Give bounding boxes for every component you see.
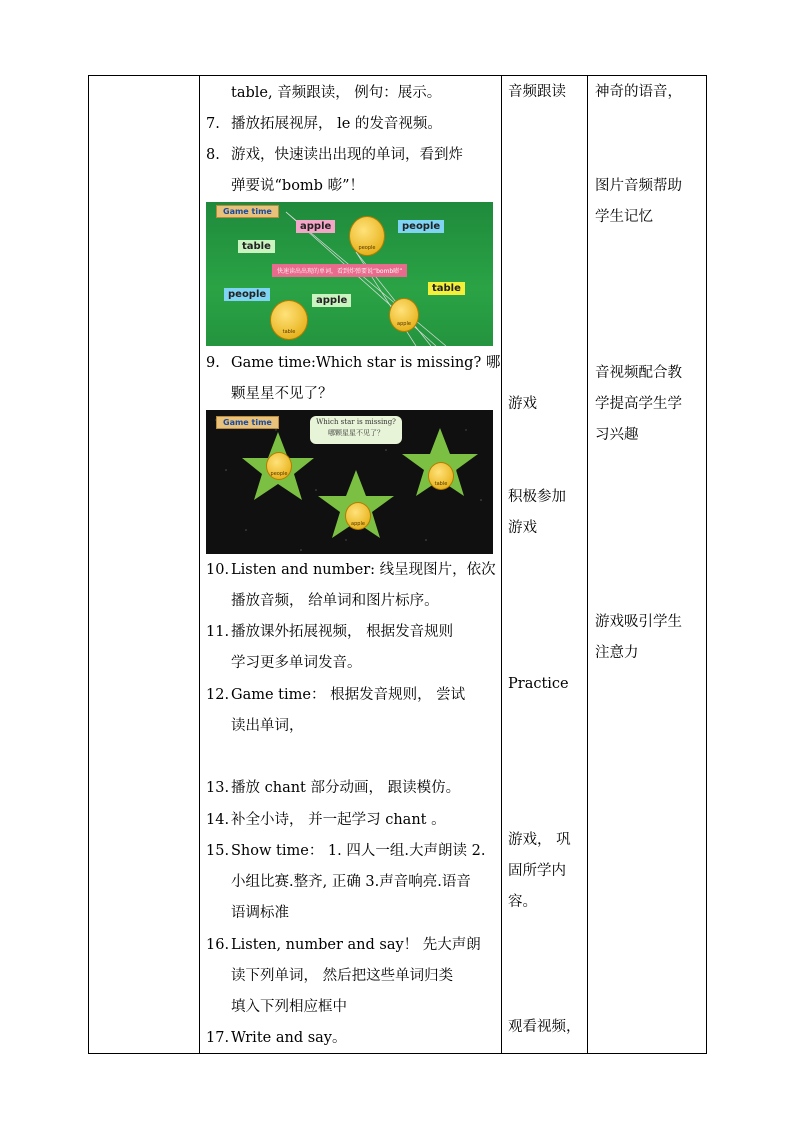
procedure-line: 读下列单词， 然后把这些单词归类: [231, 968, 454, 984]
step-number: 14.: [206, 812, 230, 828]
procedure-line: 播放拓展视屏， le 的发音视频。: [231, 116, 442, 132]
procedure-line: 补全小诗， 并一起学习 chant 。: [231, 812, 446, 828]
instruction-banner: 快速读出出现的单词，看到炸弹要说“bomb嘭”: [272, 264, 407, 277]
step-number: 7.: [206, 116, 220, 132]
activity-text: 积极参加: [508, 489, 566, 505]
activity-text: 游戏: [508, 520, 537, 536]
procedure-line: 播放课外拓展视频， 根据发音规则: [231, 624, 454, 640]
procedure-line: 播放 chant 部分动画， 跟读模仿。: [231, 780, 461, 796]
word-card: apple: [312, 294, 351, 307]
column-divider: [199, 76, 200, 1053]
step-number: 11.: [206, 624, 230, 640]
procedure-line: table, 音频跟读， 例句：展示。: [231, 85, 442, 101]
intent-text: 音视频配合教: [595, 365, 682, 381]
star-slide-image: [206, 410, 493, 554]
intent-text: 游戏吸引学生: [595, 614, 682, 630]
question-text-cn: 哪颗星星不见了？: [328, 429, 384, 437]
step-number: 10.: [206, 562, 230, 578]
activity-text: 容。: [508, 894, 537, 910]
activity-text: 观看视频，: [508, 1019, 581, 1035]
procedure-line: Listen, number and say！ 先大声朗: [231, 937, 481, 953]
word-card: apple: [296, 220, 335, 233]
intent-text: 学生记忆: [595, 209, 653, 225]
medal-icon: table: [428, 462, 454, 490]
step-number: 13.: [206, 780, 230, 796]
procedure-line: 颗星星不见了？: [231, 386, 333, 402]
intent-text: 注意力: [595, 645, 639, 661]
procedure-line: 填入下列相应框中: [231, 999, 347, 1015]
medal-icon: apple: [345, 502, 371, 530]
medal-icon: people: [349, 216, 385, 256]
activity-text: 固所学内: [508, 863, 566, 879]
procedure-line: 语调标准: [231, 905, 289, 921]
game-slide-image: [206, 202, 493, 346]
procedure-line: Show time： 1. 四人一组.大声朗读 2.: [231, 843, 486, 859]
procedure-line: Write and say。: [231, 1030, 347, 1046]
step-number: 8.: [206, 147, 220, 163]
step-number: 12.: [206, 687, 230, 703]
procedure-line: Listen and number: 线呈现图片，依次: [231, 562, 496, 578]
question-text: Which star is missing?: [316, 418, 396, 426]
activity-text: Practice: [508, 676, 569, 692]
procedure-line: 学习更多单词发音。: [231, 655, 362, 671]
activity-text: 游戏: [508, 396, 537, 412]
procedure-line: Game time： 根据发音规则， 尝试: [231, 687, 466, 703]
medal-icon: apple: [389, 298, 419, 332]
intent-text: 学提高学生学: [595, 396, 682, 412]
column-divider: [587, 76, 588, 1053]
procedure-line: 弹要说“bomb 嘭”！: [231, 178, 364, 194]
word-card: people: [398, 220, 444, 233]
procedure-line: 播放音频， 给单词和图片标序。: [231, 593, 439, 609]
medal-icon: people: [266, 452, 292, 480]
game-time-tag: Game time: [216, 416, 279, 429]
word-card: table: [238, 240, 275, 253]
intent-text: 图片音频帮助: [595, 178, 682, 194]
procedure-line: 小组比赛.整齐, 正确 3.声音响亮.语音: [231, 874, 471, 890]
procedure-line: Game time:Which star is missing? 哪: [231, 355, 501, 371]
activity-text: 游戏， 巩: [508, 832, 571, 848]
game-time-tag: Game time: [216, 205, 279, 218]
step-number: 17.: [206, 1030, 230, 1046]
activity-text: 音频跟读: [508, 84, 566, 100]
step-number: 16.: [206, 937, 230, 953]
word-card: people: [224, 288, 270, 301]
intent-text: 习兴趣: [595, 427, 639, 443]
medal-icon: table: [270, 300, 308, 340]
question-bubble: [310, 416, 402, 444]
intent-text: 神奇的语音，: [595, 84, 682, 100]
column-divider: [501, 76, 502, 1053]
procedure-line: 读出单词，: [231, 718, 304, 734]
step-number: 9.: [206, 355, 220, 371]
procedure-line: 游戏，快速读出出现的单词，看到炸: [231, 147, 463, 163]
word-card: table: [428, 282, 465, 295]
step-number: 15.: [206, 843, 230, 859]
